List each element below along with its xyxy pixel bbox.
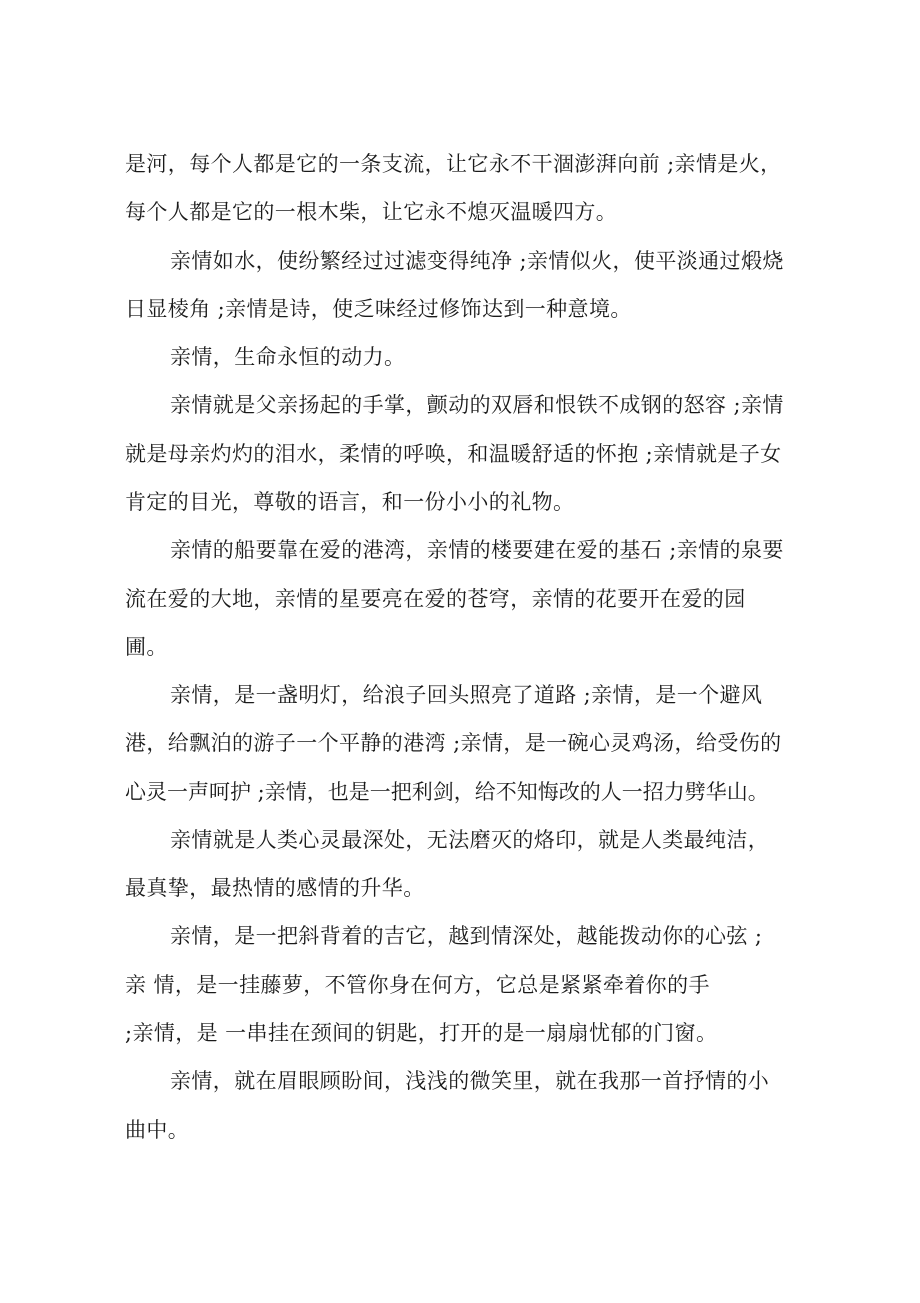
text-line: 肯定的目光，尊敬的语言，和一份小小的礼物。 [125, 490, 575, 514]
text-line: 日显棱角 ;亲情是诗，使乏味经过修饰达到一种意境。 [125, 297, 632, 321]
text-line: 亲情，是一把斜背着的吉它，越到情深处，越能拨动你的心弦 ; [170, 924, 763, 948]
text-line: 流在爱的大地，亲情的星要亮在爱的苍穹，亲情的花要开在爱的园 [125, 587, 746, 611]
text-line: 港，给飘泊的游子一个平静的港湾 ;亲情，是一碗心灵鸡汤，给受伤的 [125, 731, 782, 755]
text-line: 亲 情，是一挂藤萝，不管你身在何方，它总是紧紧牵着你的手 [125, 973, 710, 997]
text-line: 亲情就是父亲扬起的手掌，颤动的双唇和恨铁不成钢的怒容 ;亲情 [170, 393, 784, 417]
text-line: 就是母亲灼灼的泪水，柔情的呼唤，和温暖舒适的怀抱 ;亲情就是子女 [125, 442, 782, 466]
text-line: 曲中。 [125, 1118, 190, 1142]
text-line: 亲情，就在眉眼顾盼间，浅浅的微笑里，就在我那一首抒情的小 [170, 1069, 770, 1093]
text-line: 圃。 [125, 635, 168, 659]
text-line: ;亲情，是 一串挂在颈间的钥匙，打开的是一扇扇忧郁的门窗。 [125, 1021, 718, 1045]
text-line: 每个人都是它的一根木柴，让它永不熄灭温暖四方。 [125, 200, 618, 224]
text-line: 亲情如水，使纷繁经过过滤变得纯净 ;亲情似火，使平淡通过煅烧 [170, 249, 784, 273]
text-line: 亲情，生命永恒的动力。 [170, 345, 406, 369]
text-line: 是河，每个人都是它的一条支流，让它永不干涸澎湃向前 ;亲情是火， [125, 152, 782, 176]
text-line: 最真挚，最热情的感情的升华。 [125, 876, 425, 900]
text-line: 亲情的船要靠在爱的港湾，亲情的楼要建在爱的基石 ;亲情的泉要 [170, 538, 784, 562]
text-line: 心灵一声呵护 ;亲情，也是一把利剑，给不知悔改的人一招力劈华山。 [125, 780, 769, 804]
text-line: 亲情，是一盏明灯，给浪子回头照亮了道路 ;亲情，是一个避风 [170, 683, 763, 707]
text-line: 亲情就是人类心灵最深处，无法磨灭的烙印，就是人类最纯洁， [170, 828, 770, 852]
